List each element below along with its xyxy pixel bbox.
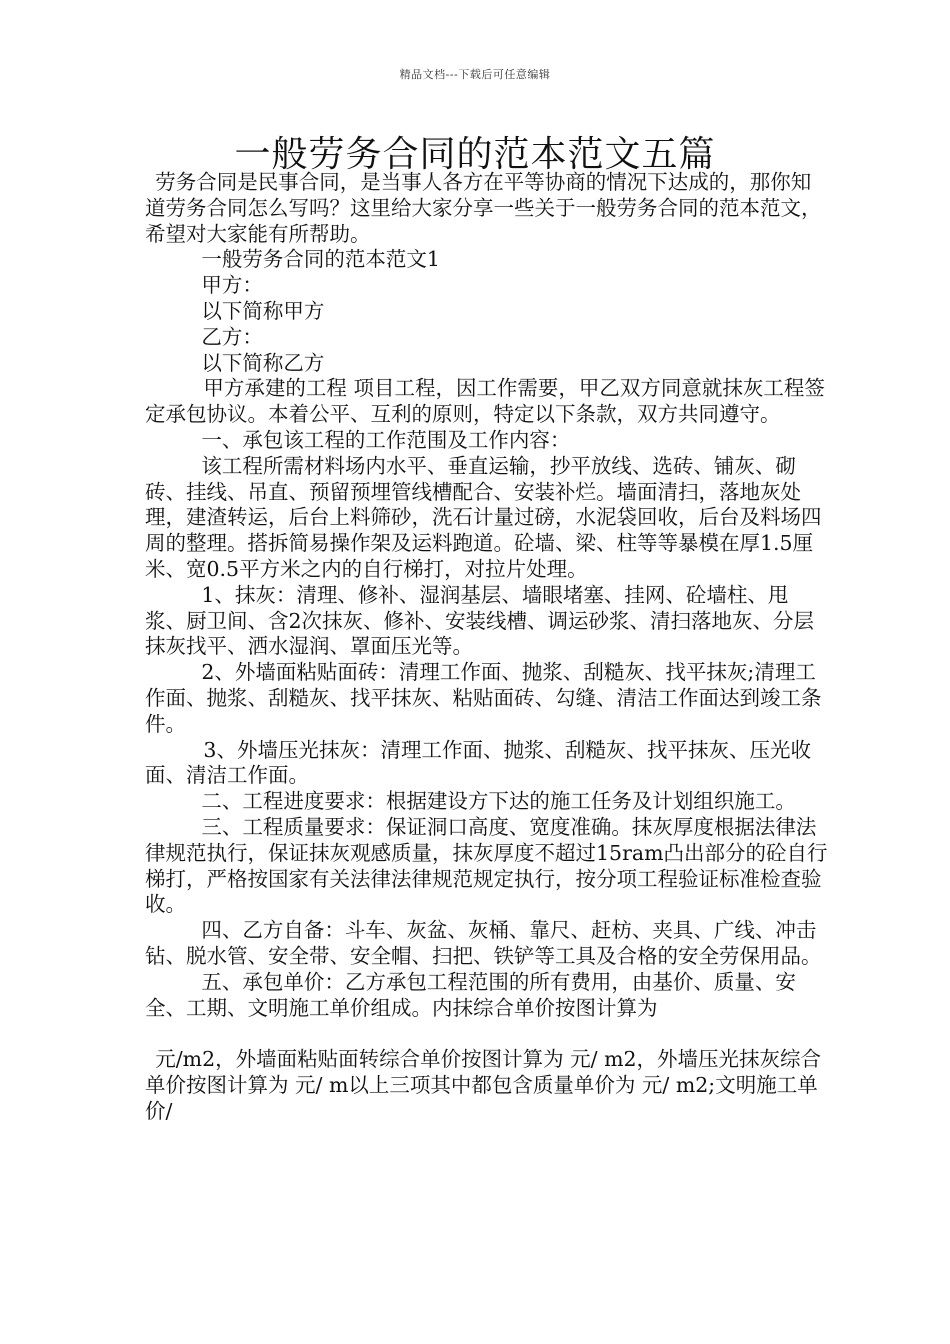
paragraph: 该工程所需材料场内水平、垂直运输，抄平放线、选砖、铺灰、砌砖、挂线、吊直、预留预埋管线槽配合、安装补烂。墙面清扫，落地灰处理，建渣转运，后台上料筛砂，洗石计量过磅，水泥袋回收，后台及料场四周的整理。搭拆简易操作架及运料跑道。砼墙、梁、柱等等暴模在厚1.5厘米、宽0.5平方米之内的自行梯打，对拉片处理。: [145, 453, 822, 581]
paragraph: 甲方承建的工程 项目工程，因工作需要，甲乙双方同意就抹灰工程签定承包协议。本着公平、互利的原则，特定以下条款，双方共同遵守。: [145, 376, 825, 427]
paragraph: 以下简称甲方: [201, 298, 325, 323]
paragraph: 元/m2，外墙面粘贴面转综合单价按图计算为 元/ m2，外墙压光抹灰综合单价按图计算为 元/ m以上三项其中都包含质量单价为 元/ m2;文明施工单价/: [145, 1047, 822, 1123]
paragraph: 一般劳务合同的范本范文1: [201, 247, 440, 272]
paragraph-gap: [145, 1021, 828, 1047]
paragraph: 三、工程质量要求：保证洞口高度、宽度准确。抹灰厚度根据法律法律规范执行，保证抹灰观感质量，抹灰厚度不超过15ram凸出部分的砼自行梯打，严格按国家有关法律法律规范规定执行，按分项工程验证标准检查验收。: [145, 814, 828, 917]
paragraph: 五、承包单价：乙方承包工程范围的所有费用，由基价、质量、安全、工期、文明施工单价组成。内抹综合单价按图计算为: [145, 969, 796, 1020]
paragraph: 四、乙方自备：斗车、灰盆、灰桶、靠尺、赶枋、夹具、广线、冲击钻、脱水管、安全带、安全帽、扫把、铁铲等工具及合格的安全劳保用品。: [145, 918, 822, 968]
paragraph: 乙方：: [201, 324, 263, 349]
paragraph: 劳务合同是民事合同，是当事人各方在平等协商的情况下达成的，那你知道劳务合同怎么写吗？这里给大家分享一些关于一般劳务合同的范本范文，希望对大家能有所帮助。: [145, 170, 822, 246]
paragraph: 甲方：: [201, 273, 263, 298]
paragraph: 以下简称乙方: [201, 350, 325, 375]
page-header: 精品文档---下载后可任意编辑: [399, 68, 551, 81]
document-title: 一般劳务合同的范本范文五篇: [234, 134, 716, 175]
paragraph: 1、抹灰：清理、修补、湿润基层、墙眼堵塞、挂网、砼墙柱、甩浆、厨卫间、含2次抹灰、修补、安装线槽、调运砂浆、清扫落地灰、分层抹灰找平、洒水湿润、罩面压光等。: [145, 582, 815, 659]
paragraph: 2、外墙面粘贴面砖：清理工作面、抛浆、刮糙灰、找平抹灰;清理工作面、抛浆、刮糙灰、找平抹灰、粘贴面砖、勾缝、清洁工作面达到竣工条件。: [145, 660, 822, 736]
paragraph: 二、工程进度要求：根据建设方下达的施工任务及计划组织施工。: [201, 789, 796, 814]
paragraph: 一、承包该工程的工作范围及工作内容：: [201, 427, 571, 452]
document-body: [145, 170, 828, 1125]
paragraph: 3、外墙压光抹灰：清理工作面、抛浆、刮糙灰、找平抹灰、压光收面、清洁工作面。: [145, 737, 811, 788]
